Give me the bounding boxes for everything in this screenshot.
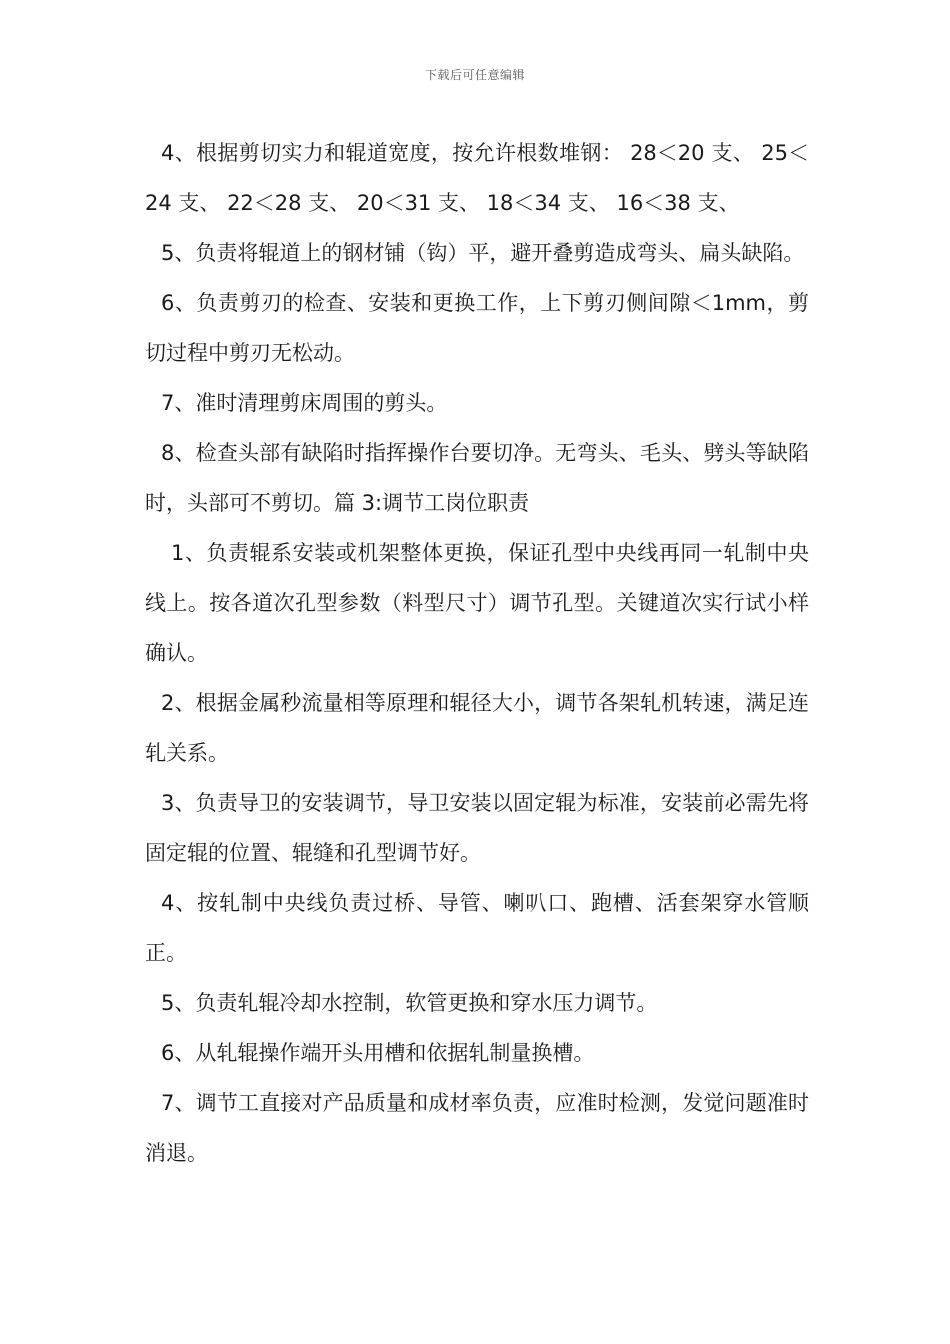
- paragraph-roller-flatten: 5、负责将辊道上的钢材铺（钩）平，避开叠剪造成弯头、扁头缺陷。: [161, 241, 805, 265]
- paragraph-groove-change: 6、从轧辊操作端开头用槽和依据轧制量换槽。: [161, 1041, 595, 1065]
- paragraph-shear-bundle-counts: 4、根据剪切实力和辊道宽度，按允许根数堆钢： 28＜20 支、 25＜24 支、 22＜28 支、 20＜31 支、 18＜34 支、 16＜38 支、: [145, 141, 809, 215]
- paragraph-head-defects: 8、检查头部有缺陷时指挥操作台要切净。无弯头、毛头、劈头等缺陷时，头部可不剪切。篇 3:调节工岗位职责: [145, 441, 809, 515]
- paragraph-clean-shear: 7、准时清理剪床周围的剪头。: [161, 391, 448, 415]
- paragraph-guide-install: 3、负责导卫的安装调节，导卫安装以固定辊为标准，安装前必需先将固定辊的位置、辊缝和孔型调节好。: [145, 791, 809, 865]
- paragraph-speed-adjust: 2、根据金属秒流量相等原理和辊径大小，调节各架轧机转速，满足连轧关系。: [145, 691, 809, 765]
- paragraph-cooling-water: 5、负责轧辊冷却水控制，软管更换和穿水压力调节。: [161, 991, 658, 1015]
- paragraph-blade-check: 6、负责剪刃的检查、安装和更换工作，上下剪刃侧间隙＜1mm，剪切过程中剪刃无松动。: [145, 291, 809, 365]
- page-header-note: 下载后可任意编辑: [424, 68, 525, 82]
- paragraph-centerline-align: 4、按轧制中央线负责过桥、导管、喇叭口、跑槽、活套架穿水管顺正。: [145, 891, 809, 965]
- document-body: [145, 128, 809, 1178]
- paragraph-quality-responsibility: 7、调节工直接对产品质量和成材率负责，应准时检测，发觉问题准时消退。: [145, 1091, 809, 1165]
- paragraph-roll-install: 1、负责辊系安装或机架整体更换，保证孔型中央线再同一轧制中央线上。按各道次孔型参数（料型尺寸）调节孔型。关键道次实行试小样确认。: [145, 541, 809, 665]
